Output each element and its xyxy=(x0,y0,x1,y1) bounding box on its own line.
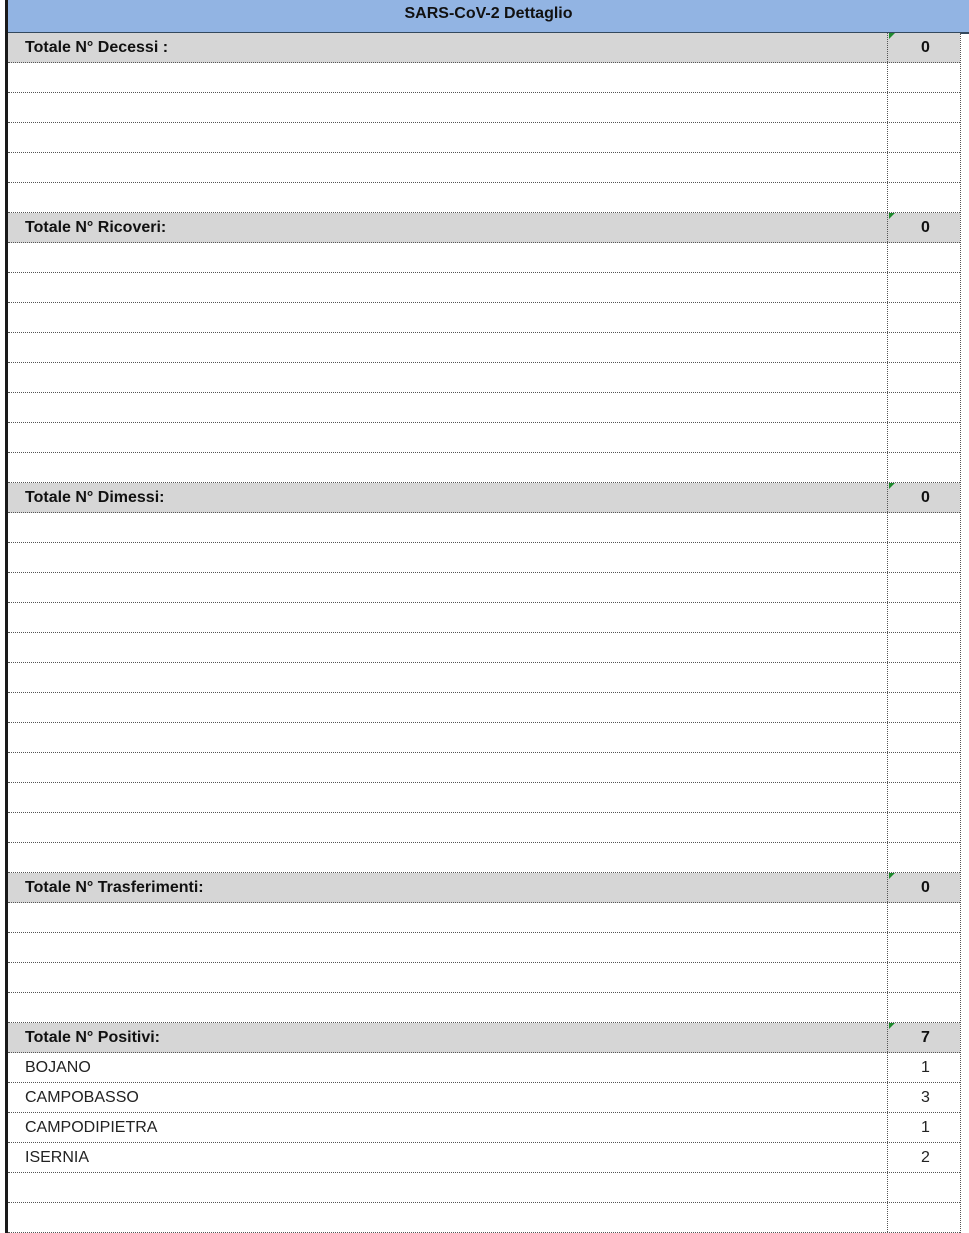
row-value xyxy=(887,903,960,932)
empty-row[interactable] xyxy=(8,753,960,783)
empty-row[interactable] xyxy=(8,603,960,633)
row-value xyxy=(887,753,960,782)
section-label: Totale N° Decessi : xyxy=(25,39,169,56)
row-value xyxy=(887,693,960,722)
empty-row[interactable] xyxy=(8,783,960,813)
row-value xyxy=(887,963,960,992)
section-header-row[interactable] xyxy=(8,33,960,63)
empty-row[interactable] xyxy=(8,903,960,933)
empty-row[interactable] xyxy=(8,393,960,423)
row-label: BOJANO xyxy=(25,1059,91,1076)
section-total: 0 xyxy=(887,213,960,242)
empty-row[interactable] xyxy=(8,993,960,1023)
empty-row[interactable] xyxy=(8,453,960,483)
empty-row[interactable] xyxy=(8,303,960,333)
row-value xyxy=(887,333,960,362)
section-label: Totale N° Ricoveri: xyxy=(25,219,167,236)
empty-row[interactable] xyxy=(8,273,960,303)
empty-row[interactable] xyxy=(8,63,960,93)
empty-row[interactable] xyxy=(8,663,960,693)
empty-row[interactable] xyxy=(8,573,960,603)
empty-row[interactable] xyxy=(8,693,960,723)
empty-row[interactable] xyxy=(8,813,960,843)
row-value: 2 xyxy=(887,1143,960,1172)
table-row[interactable] xyxy=(8,1113,960,1143)
row-value xyxy=(887,663,960,692)
table-row[interactable] xyxy=(8,1053,960,1083)
empty-row[interactable] xyxy=(8,1173,960,1203)
section-total: 0 xyxy=(887,873,960,902)
empty-row[interactable] xyxy=(8,183,960,213)
row-value xyxy=(887,513,960,542)
empty-row[interactable] xyxy=(8,243,960,273)
row-value: 3 xyxy=(887,1083,960,1112)
section-total: 0 xyxy=(887,33,960,62)
empty-row[interactable] xyxy=(8,1203,960,1233)
section-total: 7 xyxy=(887,1023,960,1052)
empty-row[interactable] xyxy=(8,123,960,153)
cell-flag-icon xyxy=(889,483,895,489)
row-label: CAMPODIPIETRA xyxy=(25,1119,158,1136)
cell-flag-icon xyxy=(889,213,895,219)
row-value xyxy=(887,1203,960,1232)
table-row[interactable] xyxy=(8,1143,960,1173)
row-value xyxy=(887,183,960,212)
empty-row[interactable] xyxy=(8,513,960,543)
cell-flag-icon xyxy=(889,1023,895,1029)
row-value xyxy=(887,633,960,662)
row-value xyxy=(887,933,960,962)
row-label: CAMPOBASSO xyxy=(25,1089,139,1106)
row-value xyxy=(887,993,960,1022)
section-total: 0 xyxy=(887,483,960,512)
section-label: Totale N° Trasferimenti: xyxy=(25,879,204,896)
section-header-row[interactable] xyxy=(8,213,960,243)
row-value xyxy=(887,453,960,482)
empty-row[interactable] xyxy=(8,963,960,993)
cell-flag-icon xyxy=(889,33,895,39)
empty-row[interactable] xyxy=(8,153,960,183)
section-label: Totale N° Dimessi: xyxy=(25,489,165,506)
empty-row[interactable] xyxy=(8,93,960,123)
empty-row[interactable] xyxy=(8,423,960,453)
row-value xyxy=(887,723,960,752)
row-value xyxy=(887,93,960,122)
row-value xyxy=(887,273,960,302)
row-value: 1 xyxy=(887,1053,960,1082)
empty-row[interactable] xyxy=(8,843,960,873)
empty-row[interactable] xyxy=(8,933,960,963)
row-value xyxy=(887,153,960,182)
row-value xyxy=(887,543,960,572)
row-value xyxy=(887,303,960,332)
row-value xyxy=(887,573,960,602)
row-value xyxy=(887,783,960,812)
empty-row[interactable] xyxy=(8,543,960,573)
empty-row[interactable] xyxy=(8,363,960,393)
section-header-row[interactable] xyxy=(8,873,960,903)
sheet-title: SARS-CoV-2 Dettaglio xyxy=(8,0,969,34)
row-value xyxy=(887,603,960,632)
row-value xyxy=(887,63,960,92)
row-value xyxy=(887,243,960,272)
section-label: Totale N° Positivi: xyxy=(25,1029,161,1046)
table-row[interactable] xyxy=(8,1083,960,1113)
empty-row[interactable] xyxy=(8,633,960,663)
row-value xyxy=(887,843,960,872)
row-label: ISERNIA xyxy=(25,1149,90,1166)
row-value xyxy=(887,1173,960,1202)
row-value: 1 xyxy=(887,1113,960,1142)
row-value xyxy=(887,813,960,842)
row-value xyxy=(887,393,960,422)
cell-flag-icon xyxy=(889,873,895,879)
row-value xyxy=(887,423,960,452)
section-header-row[interactable] xyxy=(8,1023,960,1053)
empty-row[interactable] xyxy=(8,333,960,363)
row-value xyxy=(887,123,960,152)
empty-row[interactable] xyxy=(8,723,960,753)
sheet-right-border xyxy=(960,33,961,1233)
row-value xyxy=(887,363,960,392)
section-header-row[interactable] xyxy=(8,483,960,513)
